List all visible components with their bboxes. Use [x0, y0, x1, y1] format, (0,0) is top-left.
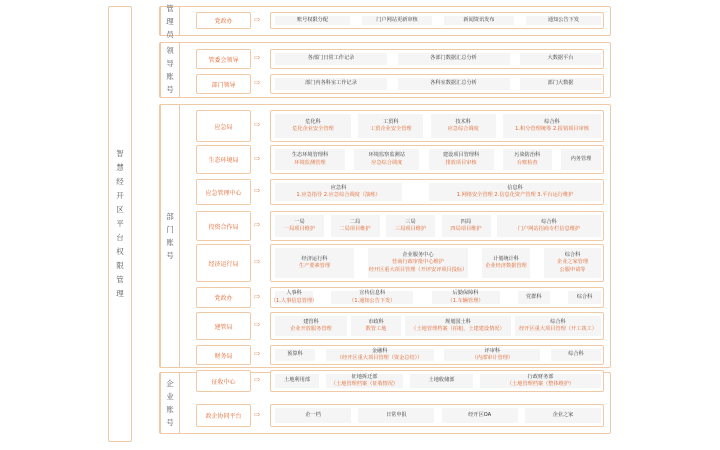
arrow-right-icon: ⇨ [254, 153, 261, 163]
function-cell[interactable] [358, 114, 423, 138]
dept-row [270, 179, 604, 205]
dept-row [270, 12, 604, 29]
function-cell[interactable] [431, 114, 496, 138]
function-title: 门户网站更新审核 [376, 16, 418, 23]
function-cell[interactable] [275, 349, 315, 361]
function-title: 环境监察监测站 [368, 152, 405, 159]
function-title: 征地拆迁部 [351, 373, 378, 380]
function-cell[interactable] [503, 114, 601, 138]
function-title: 新闻资讯发布 [463, 16, 495, 23]
function-subtitle: （1.人事信息管理） [270, 297, 318, 304]
arrow-right-icon: ⇨ [254, 349, 261, 358]
function-cell[interactable] [429, 183, 601, 201]
dept-row [270, 74, 604, 94]
function-title: 信息科 [507, 184, 523, 191]
function-subtitle: 企业之家管理 [556, 259, 589, 266]
group-1-title-text: 领导账号 [166, 46, 174, 94]
function-title: 企业之家 [552, 411, 574, 418]
arrow-right-icon: ⇨ [254, 14, 261, 24]
function-title: 人事科 [286, 290, 302, 297]
function-subtitle: 工贸企业安全管理 [370, 126, 412, 132]
function-title: 宣传信息科 [359, 290, 386, 297]
function-title: 账号权限分配 [296, 16, 329, 23]
function-title: 土地收储部 [428, 377, 455, 384]
function-title: 四局 [460, 218, 472, 225]
function-title: 预算科 [287, 351, 303, 358]
function-subtitle: 应急综合调度 [371, 159, 403, 166]
dept-row [270, 370, 604, 392]
function-title: 三局 [405, 218, 416, 225]
function-title: 综合科 [541, 218, 557, 225]
function-cell[interactable] [518, 291, 550, 304]
function-subtitle: 企业开放服务管理 [290, 326, 332, 332]
function-title: 市政科 [368, 318, 384, 325]
function-title: 部门大数据 [547, 80, 574, 87]
function-title: 各部门日常工作记录 [307, 55, 355, 62]
function-title: 综合科 [550, 318, 566, 325]
arrow-right-icon: ⇨ [254, 257, 261, 266]
function-title: 建管科 [303, 318, 319, 325]
function-cell[interactable] [398, 78, 510, 90]
function-cell[interactable] [275, 78, 387, 90]
function-cell[interactable] [331, 215, 380, 237]
function-cell[interactable] [544, 248, 601, 278]
function-subtitle: 企业经济数据管理 [485, 263, 527, 269]
function-cell[interactable] [326, 349, 434, 361]
function-subtitle: 台账检查 [516, 159, 538, 166]
function-title: 经开区OA [468, 411, 492, 418]
function-title: 内务管理 [570, 155, 592, 162]
function-cell[interactable] [497, 215, 601, 237]
function-subtitle: 营商行政审批中心维护 [392, 259, 444, 266]
function-title: 污染防治科 [514, 152, 541, 159]
function-cell[interactable] [275, 316, 347, 336]
function-subtitle: （1.车辆管理） [447, 297, 484, 304]
dept-label[interactable]: 党政办 [196, 287, 251, 308]
group-3-title [160, 372, 180, 434]
function-title: 二局 [349, 218, 361, 225]
function-cell[interactable] [432, 291, 500, 304]
function-subtitle: 经开区重大项目管理（开工竣工） [519, 326, 597, 332]
group-2-title-text: 部门账号 [166, 212, 174, 260]
function-subtitle: 应急综合调度 [447, 126, 479, 132]
function-cell[interactable] [275, 215, 324, 237]
dept-label[interactable]: 应急局 [196, 110, 251, 142]
function-subtitle: 危化企业安全管理 [292, 126, 334, 132]
function-title: 生态环境管理科 [291, 152, 329, 159]
function-title: 评审科 [484, 347, 501, 354]
function-cell[interactable] [503, 149, 552, 170]
arrow-right-icon: ⇨ [254, 320, 261, 329]
function-title: 企业服务中心 [402, 252, 434, 259]
function-cell[interactable] [362, 16, 432, 25]
function-title: 各科室数据汇总分析 [430, 80, 477, 87]
function-title: 通知公告下发 [547, 16, 580, 23]
function-subtitle: 四局项目维护 [450, 226, 482, 232]
function-cell[interactable] [480, 374, 601, 388]
function-cell[interactable] [520, 53, 601, 65]
root-title: 智慧经开区平台权限管理 [116, 149, 124, 298]
function-cell[interactable] [526, 16, 601, 25]
function-subtitle: （土地管理档案（拍租、土建建设情况） [411, 326, 505, 332]
dept-label[interactable]: 投资合作局 [196, 211, 251, 241]
function-cell[interactable] [525, 408, 601, 423]
arrow-right-icon: ⇨ [254, 409, 261, 419]
function-subtitle: 二局项目维护 [339, 226, 371, 232]
dept-label[interactable]: 生态环境局 [196, 145, 251, 174]
function-title: 危化科 [305, 118, 321, 125]
function-cell[interactable] [354, 149, 419, 170]
function-subtitle: 1.应急指导 2.应急综合调度（演练） [296, 192, 381, 198]
function-subtitle: 三局项目维护 [394, 226, 427, 232]
function-cell[interactable] [410, 374, 473, 388]
function-cell[interactable] [275, 408, 351, 423]
arrow-right-icon: ⇨ [254, 120, 261, 129]
function-cell[interactable] [275, 149, 345, 170]
function-title: 日常申报 [385, 411, 407, 418]
dept-row [270, 345, 604, 365]
arrow-right-icon: ⇨ [254, 291, 261, 301]
function-subtitle: 1.网络安全管理 2.信息化资产管理 3.平台运行维护 [456, 192, 574, 198]
function-title: 后勤保障科 [452, 290, 479, 297]
function-title: 计划统计科 [493, 255, 519, 262]
function-cell[interactable] [275, 374, 319, 388]
function-title: 工贸科 [383, 118, 399, 125]
function-title: 经济运行科 [301, 255, 328, 262]
dept-label[interactable]: 党政办 [196, 12, 251, 29]
function-title: 综合科 [564, 252, 581, 259]
function-cell[interactable] [351, 316, 401, 336]
function-cell[interactable] [444, 16, 514, 25]
arrow-right-icon: ⇨ [254, 53, 261, 62]
function-title: 综合科 [544, 118, 560, 125]
dept-label[interactable]: 部门领导 [196, 74, 251, 94]
group-0-title [160, 3, 180, 39]
function-title: 企一档 [305, 411, 321, 418]
dept-label[interactable]: 政企协同平台 [196, 404, 251, 427]
function-cell[interactable] [398, 53, 510, 65]
function-title: 技术科 [455, 118, 471, 125]
function-subtitle: （土地管理档案（征收情况） [330, 381, 399, 387]
arrow-right-icon: ⇨ [254, 78, 261, 87]
function-cell[interactable] [275, 114, 351, 138]
function-title: 应急科 [330, 184, 347, 191]
function-title: 土地利用部 [284, 377, 310, 384]
dept-row [270, 145, 604, 174]
function-subtitle: 经开区重大项目管理（开评安评项目投标） [368, 266, 468, 273]
function-title: 规划国土科 [445, 318, 471, 325]
function-title: 综合科 [568, 351, 584, 358]
function-subtitle: （内部审计管理） [471, 355, 514, 361]
dept-row [270, 404, 604, 427]
function-title: 各部门数据汇总分析 [430, 55, 477, 62]
function-cell[interactable] [561, 149, 601, 170]
dept-row [270, 312, 604, 340]
function-cell[interactable] [270, 290, 318, 304]
arrow-right-icon: ⇨ [254, 375, 261, 384]
group-2-title [160, 104, 180, 368]
group-0-title-text: 管理员 [166, 3, 174, 39]
function-cell[interactable] [275, 16, 350, 25]
function-cell[interactable] [405, 316, 511, 336]
function-cell[interactable] [275, 53, 387, 65]
dept-label[interactable]: 征收中心 [196, 370, 251, 392]
dept-row [270, 287, 604, 308]
function-title: 行政财务部 [527, 373, 554, 380]
dept-row [270, 110, 604, 142]
dept-label[interactable]: 应急管理中心 [196, 179, 251, 205]
function-cell[interactable] [442, 215, 491, 237]
function-subtitle: 门户网站招商专栏信息维护 [517, 226, 581, 232]
arrow-right-icon: ⇨ [254, 220, 261, 229]
function-title: 综合科 [576, 293, 593, 300]
function-title: 一局 [294, 218, 305, 225]
function-subtitle: （经开区重大项目管理（资金总结）） [336, 355, 423, 361]
function-title: 建设项目管理科 [442, 152, 480, 159]
function-title: 金融科 [371, 347, 388, 354]
function-cell[interactable] [275, 248, 354, 278]
function-subtitle: 生产要素管理 [298, 263, 331, 269]
function-subtitle: 一局项目维护 [283, 226, 316, 232]
function-cell[interactable] [331, 291, 413, 304]
dept-label[interactable]: 管委会领导 [196, 49, 251, 69]
dept-row [270, 211, 604, 241]
function-subtitle: （土地管理档案（整体维护） [506, 381, 575, 387]
dept-label[interactable]: 财务局 [196, 345, 251, 365]
group-1-title [160, 42, 180, 98]
function-title: 部门内各科室工作记录 [305, 80, 357, 87]
dept-row [270, 244, 604, 282]
group-3-title-text: 企业账号 [166, 379, 174, 427]
arrow-right-icon: ⇨ [254, 186, 261, 195]
function-cell[interactable] [568, 291, 601, 304]
function-cell[interactable] [442, 408, 518, 423]
function-subtitle: （1.通知公告下发） [349, 297, 396, 304]
function-cell[interactable] [429, 149, 494, 170]
function-subtitle: 数管工地 [365, 326, 387, 332]
function-cell[interactable] [326, 374, 403, 388]
function-cell[interactable] [520, 78, 601, 90]
function-cell[interactable] [386, 215, 435, 237]
dept-label[interactable]: 建管局 [196, 312, 251, 340]
function-subtitle: 公服申请等 [559, 266, 586, 273]
function-title: 大数据平台 [547, 55, 574, 62]
function-cell[interactable] [368, 248, 468, 278]
function-cell[interactable] [358, 408, 434, 423]
function-title: 党群科 [525, 293, 542, 300]
function-cell[interactable] [515, 316, 601, 336]
function-cell[interactable] [275, 183, 402, 201]
function-subtitle: 1.积分管理统筹 2.报销项目审核 [515, 126, 589, 132]
function-subtitle: 排放项目审核 [445, 159, 477, 166]
function-subtitle: 环境监测管理 [294, 159, 326, 166]
function-cell[interactable] [444, 349, 540, 361]
dept-row [270, 49, 604, 69]
function-cell[interactable] [551, 349, 601, 361]
function-cell[interactable] [482, 248, 530, 278]
dept-label[interactable]: 经济运行局 [196, 244, 251, 282]
